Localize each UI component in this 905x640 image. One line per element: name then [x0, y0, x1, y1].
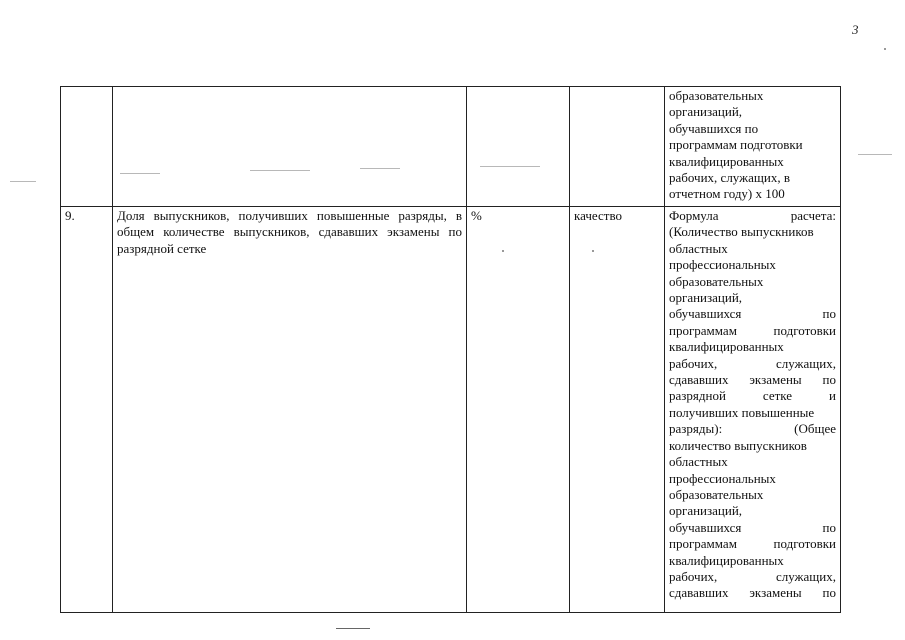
scan-speck: [858, 154, 892, 155]
formula-word: служащих,: [775, 355, 836, 371]
formula-word: экзамены: [749, 372, 802, 388]
scan-speck: [10, 181, 36, 182]
formula-word: сетке: [762, 388, 793, 404]
formula-word: программам: [669, 322, 737, 338]
cell-unit: %: [467, 207, 570, 613]
formula-text: [669, 208, 836, 602]
formula-line: [669, 121, 836, 137]
formula-word: образовательных: [669, 486, 764, 502]
formula-word: обучавшихся: [669, 519, 742, 535]
formula-word: расчета:: [790, 208, 836, 223]
formula-text: [669, 88, 836, 203]
formula-line: [669, 421, 836, 437]
formula-word: служащих,: [775, 568, 836, 584]
formula-line: [669, 471, 836, 487]
cell-unit: [467, 87, 570, 207]
formula-word: программам: [669, 536, 737, 552]
formula-line: [669, 585, 836, 601]
formula-word: отчетном году) x 100: [669, 186, 785, 202]
formula-word: подготовки: [773, 322, 836, 338]
table-row-continued: [61, 87, 841, 207]
formula-word: областных: [669, 240, 728, 256]
formula-line: [669, 306, 836, 322]
cell-formula: [665, 87, 841, 207]
formula-word: профессиональных: [669, 470, 776, 486]
formula-line: [669, 104, 836, 120]
formula-word: программам подготовки: [669, 137, 803, 153]
cell-type: качество: [570, 207, 665, 613]
scan-mark: [336, 628, 370, 629]
formula-line: [669, 372, 836, 388]
formula-word: обучавшихся: [669, 306, 742, 322]
formula-line: [669, 224, 836, 240]
formula-word: квалифицированных: [669, 552, 784, 568]
formula-word: обучавшихся по: [669, 120, 759, 136]
formula-word: Формула: [669, 208, 719, 223]
formula-word: образовательных: [669, 88, 764, 103]
formula-line: [669, 503, 836, 519]
formula-line: [669, 553, 836, 569]
table-row-9: [61, 207, 841, 613]
formula-line: [669, 454, 836, 470]
formula-word: разряды):: [669, 421, 723, 437]
cell-formula: [665, 207, 841, 613]
cell-number: 9.: [61, 207, 113, 613]
formula-word: профессиональных: [669, 257, 776, 273]
formula-word: (Общее: [794, 421, 836, 437]
formula-line: [669, 170, 836, 186]
formula-word: рабочих,: [669, 355, 718, 371]
scan-speck: [884, 48, 886, 50]
formula-word: рабочих,: [669, 568, 718, 584]
formula-word: и: [829, 388, 836, 404]
formula-word: подготовки: [773, 536, 836, 552]
formula-word: организаций,: [669, 290, 743, 306]
cell-type: [570, 87, 665, 207]
formula-word: квалифицированных: [669, 339, 784, 355]
formula-word: организаций,: [669, 503, 743, 519]
formula-word: получивших повышенные: [669, 404, 815, 420]
formula-word: организаций,: [669, 104, 743, 120]
formula-line: [669, 339, 836, 355]
formula-line: [669, 154, 836, 170]
formula-line: [669, 356, 836, 372]
formula-word: образовательных: [669, 273, 764, 289]
page-number: 3: [852, 22, 859, 37]
formula-word: разрядной: [669, 388, 726, 404]
formula-line: [669, 208, 836, 224]
formula-line: [669, 290, 836, 306]
formula-line: [669, 241, 836, 257]
formula-line: [669, 487, 836, 503]
cell-indicator-name: [113, 87, 467, 207]
formula-line: [669, 438, 836, 454]
formula-word: количество выпускников: [669, 437, 807, 453]
formula-word: сдававших: [669, 372, 729, 388]
formula-word: (Количество выпускников: [669, 224, 814, 240]
formula-line: [669, 536, 836, 552]
formula-line: [669, 88, 836, 104]
indicators-table: [60, 86, 841, 613]
formula-word: квалифицированных: [669, 153, 784, 169]
formula-line: [669, 569, 836, 585]
formula-word: областных: [669, 454, 728, 470]
formula-word: сдававших: [669, 585, 729, 601]
formula-word: экзамены: [749, 585, 802, 601]
formula-line: [669, 405, 836, 421]
cell-number: [61, 87, 113, 207]
formula-line: [669, 388, 836, 404]
formula-line: [669, 520, 836, 536]
formula-line: [669, 137, 836, 153]
formula-word: по: [822, 372, 836, 388]
formula-line: [669, 186, 836, 202]
formula-word: по: [822, 585, 836, 601]
formula-line: [669, 257, 836, 273]
formula-word: по: [822, 519, 836, 535]
cell-indicator-name: Доля выпускников, получивших повышенные разряды, в общем количестве выпускников, сдававших экзамены по разрядной сетке: [113, 207, 467, 613]
formula-line: [669, 323, 836, 339]
formula-word: рабочих, служащих, в: [669, 170, 790, 186]
formula-line: [669, 274, 836, 290]
formula-word: по: [822, 306, 836, 322]
